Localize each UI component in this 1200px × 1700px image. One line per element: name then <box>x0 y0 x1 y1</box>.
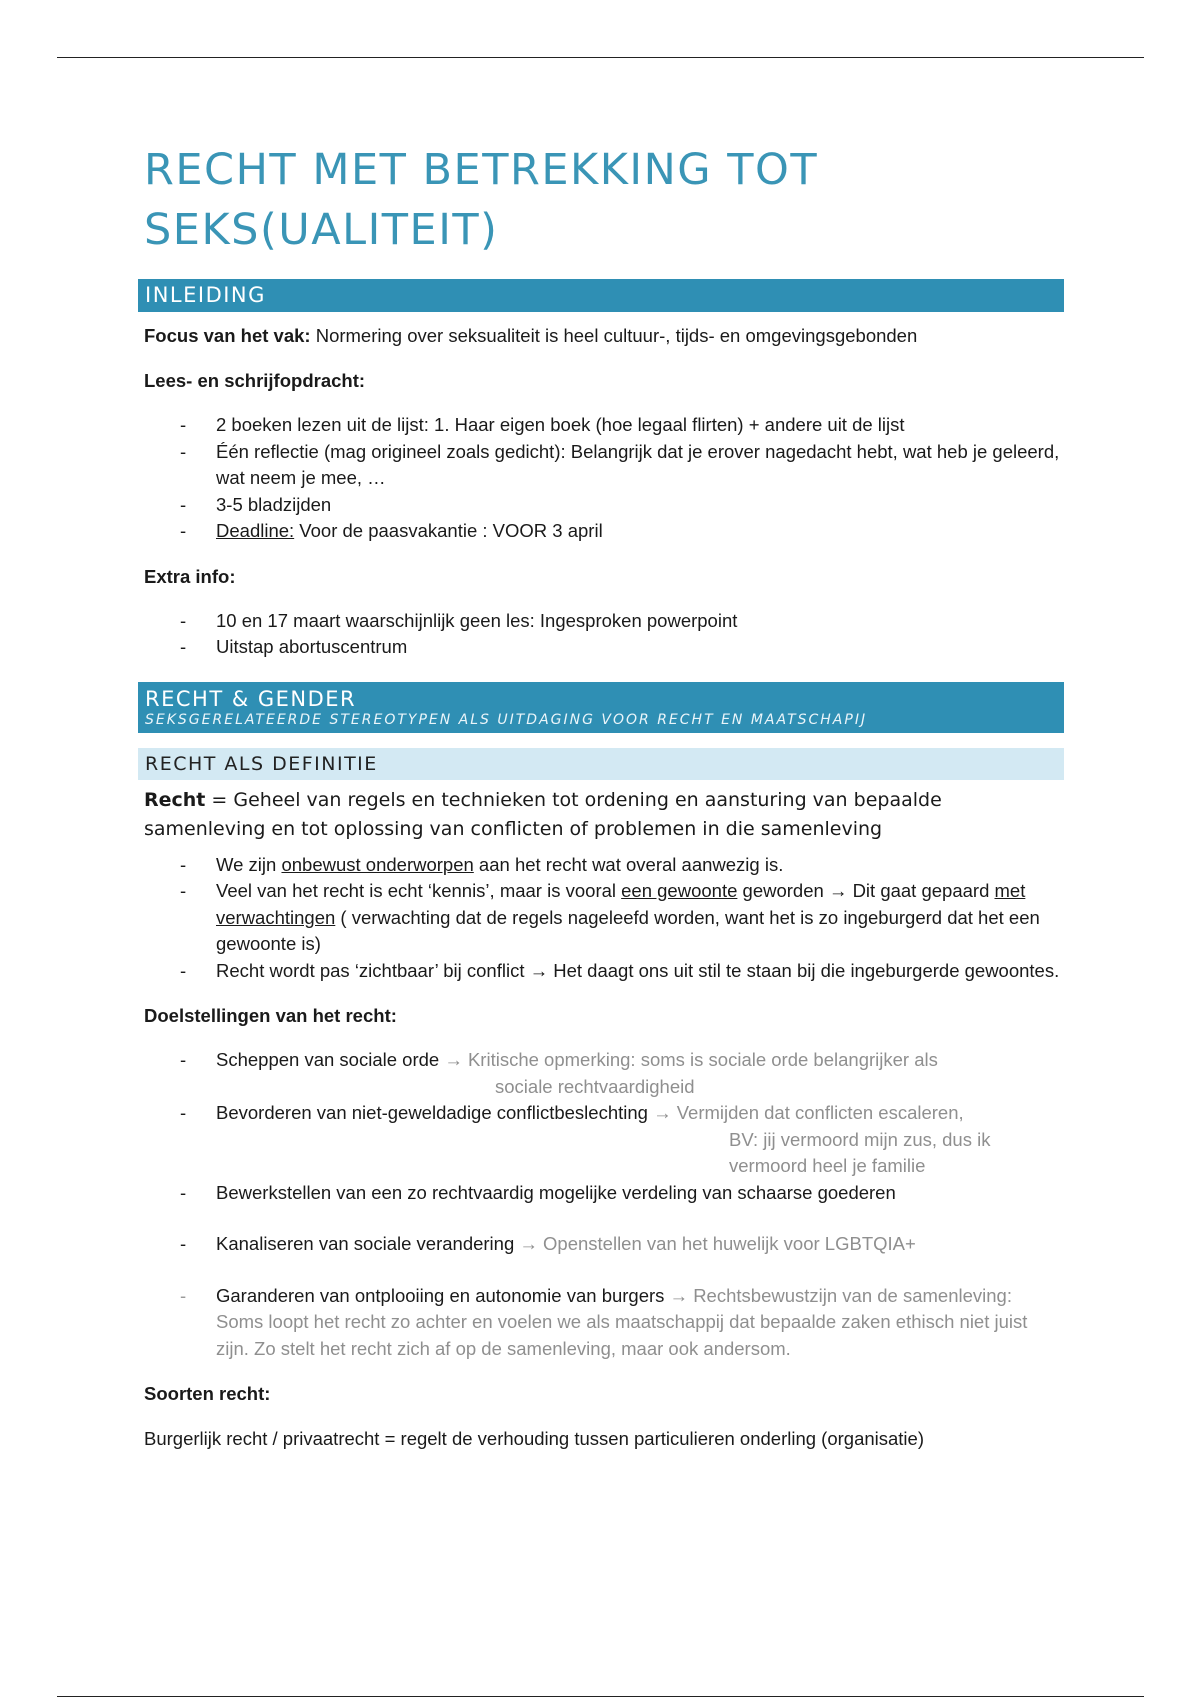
list-item: - Garanderen van ontplooiing en autonomie van burgers → Rechtsbewustzijn van de samenleving: Soms loopt het recht zo achter en voelen we als maatschappij dat bepaalde zaken ethisch niet juist zijn. Zo stelt het recht zich af op de samenleving, maar ook andersom. <box>144 1283 1064 1363</box>
list-item: - 10 en 17 maart waarschijnlijk geen les: Ingesproken powerpoint <box>144 608 1064 635</box>
heading-inleiding: INLEIDING <box>138 279 1064 312</box>
list-item: - Kanaliseren van sociale verandering → Openstellen van het huwelijk voor LGBTQIA+ <box>144 1231 1064 1258</box>
list-item: - Één reflectie (mag origineel zoals gedicht): Belangrijk dat je erover nagedacht hebt, wat heb je geleerd, wat neem je mee, … <box>144 439 1064 492</box>
deadline-text: Voor de paasvakantie : VOOR 3 april <box>294 520 603 541</box>
list-item: - Bewerkstellen van een zo rechtvaardig mogelijke verdeling van schaarse goederen <box>144 1180 1064 1207</box>
document-page <box>138 140 1064 1452</box>
list-item: - Recht wordt pas ‘zichtbaar’ bij conflict → Het daagt ons uit stil te staan bij die ingeburgerde gewoontes. <box>144 958 1064 985</box>
title-line-2: SEKS(UALITEIT) <box>144 205 499 255</box>
focus-label: Focus van het vak: <box>144 325 311 346</box>
heading-recht-gender-title: RECHT & GENDER <box>145 686 357 711</box>
recht-label: Recht <box>144 788 206 811</box>
section-inleiding <box>138 322 1064 661</box>
definitie-list <box>144 852 1064 985</box>
deadline-label: Deadline: <box>216 520 295 541</box>
list-item: - Bevorderen van niet-geweldadige conflictbeslechting → Vermijden dat conflicten escaleren, BV: jij vermoord mijn zus, dus ik vermoord heel je familie <box>144 1100 1064 1180</box>
list-item-deadline <box>144 518 1064 545</box>
focus-text: Normering over seksualiteit is heel cultuur-, tijds- en omgevingsgebonden <box>310 325 918 346</box>
list-item: - Veel van het recht is echt ‘kennis’, maar is vooral een gewoonte geworden → Dit gaat gepaard met verwachtingen ( verwachting dat de regels nageleefd worden, want het is zo ingeburgerd dat het een gewoonte is) <box>144 878 1064 958</box>
list-item: - We zijn onbewust onderworpen aan het recht wat overal aanwezig is. <box>144 852 1064 879</box>
document-title <box>144 140 1064 260</box>
focus-paragraph <box>144 322 1064 349</box>
extra-list <box>144 608 1064 661</box>
lees-label: Lees- en schrijfopdracht: <box>144 370 366 391</box>
list-item: - Scheppen van sociale orde → Kritische opmerking: soms is sociale orde belangrijker als sociale rechtvaardigheid <box>144 1047 1064 1100</box>
recht-definition <box>144 786 1064 844</box>
heading-recht-gender-subtitle: SEKSGERELATEERDE STEREOTYPEN ALS UITDAGING VOOR RECHT EN MAATSCHAPIJ <box>145 711 868 728</box>
extra-label: Extra info: <box>144 565 236 587</box>
list-item: - 2 boeken lezen uit de lijst: 1. Haar eigen boek (hoe legaal flirten) + andere uit de lijst <box>144 412 1064 439</box>
lees-list <box>144 412 1064 545</box>
heading-recht-als-definitie: RECHT ALS DEFINITIE <box>138 748 1064 780</box>
heading-recht-gender <box>138 682 1064 733</box>
doelstellingen-list <box>144 1047 1064 1362</box>
list-item: - 3-5 bladzijden <box>144 492 1064 519</box>
title-line-1: RECHT MET BETREKKING TOT <box>144 145 819 195</box>
burgerlijk-recht-paragraph: Burgerlijk recht / privaatrecht = regelt de verhouding tussen particulieren onderling (organisatie) <box>144 1428 924 1449</box>
top-rule <box>57 57 1144 58</box>
list-item: - Uitstap abortuscentrum <box>144 634 1064 661</box>
soorten-label: Soorten recht: <box>144 1383 271 1404</box>
recht-definition-text: = Geheel van regels en technieken tot ordening en aansturing van bepaalde samenleving en tot oplossing van conflicten of problemen in die samenleving <box>144 788 942 840</box>
doelstellingen-label: Doelstellingen van het recht: <box>144 1005 397 1026</box>
bottom-rule <box>57 1696 1144 1697</box>
section-definitie <box>138 786 1064 1453</box>
